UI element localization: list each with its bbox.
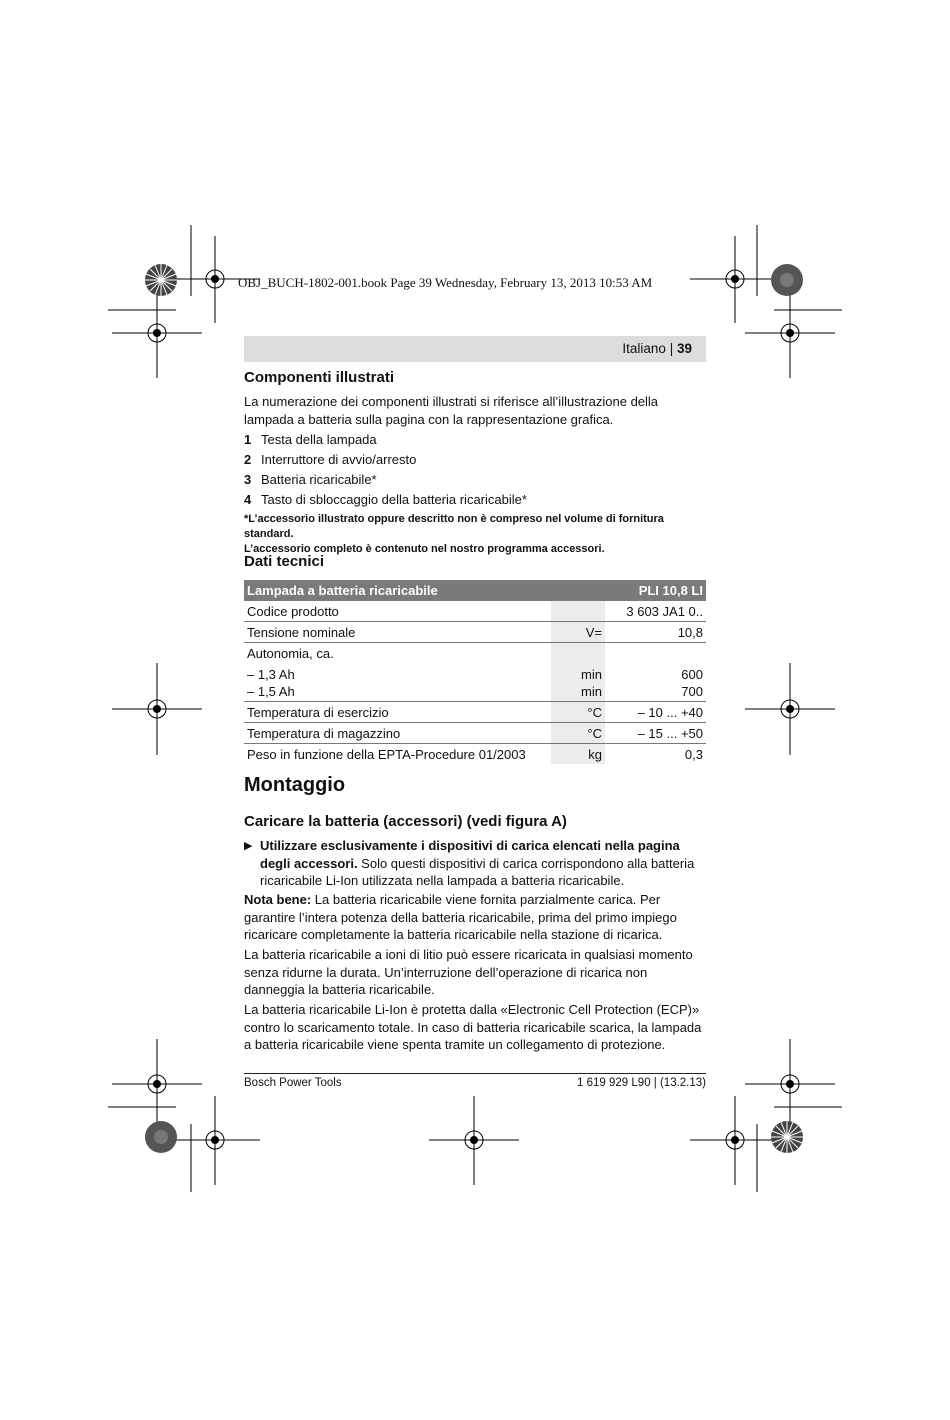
row-value: 10,8	[605, 622, 706, 643]
item-number: 1	[244, 432, 252, 447]
item-number: 2	[244, 452, 252, 467]
charger-instruction-text: Solo questi dispositivi di carica corrispondono alla batteria ricaricabile Li-Ion utilizzata nella lampada a batteria ricaricabile.	[260, 855, 695, 888]
row-unit: V=	[551, 622, 605, 643]
row-label: Codice prodotto	[244, 601, 551, 622]
print-slug: OBJ_BUCH-1802-001.book Page 39 Wednesday, February 13, 2013 10:53 AM	[238, 275, 653, 290]
table-row	[244, 643, 706, 702]
accessory-note-line1: *L’accessorio illustrato oppure descritto non è compreso nel volume di fornitura standard.	[244, 513, 664, 540]
paragraph-ecp: La batteria ricaricabile Li-Ion è protetta dalla «Electronic Cell Protection (ECP)» contro lo scaricamento totale. In caso di batteria ricaricabile scarica, la lampada a batteria ricaricabile viene spenta tramite un collegamento di protezione.	[244, 1002, 702, 1052]
row-unit	[551, 601, 605, 622]
footer-rule	[244, 1073, 706, 1074]
item-number: 4	[244, 492, 252, 507]
row-sublabel: – 1,5 Ah	[247, 684, 295, 699]
section-title-dati: Dati tecnici	[244, 553, 325, 570]
technical-data-table	[244, 580, 706, 764]
footer-brand: Bosch Power Tools	[244, 1077, 342, 1089]
accessory-note-line2: L’accessorio completo è contenuto nel nostro programma accessori.	[244, 543, 605, 555]
footer-code: 1 619 929 L90 | (13.2.13)	[577, 1077, 706, 1089]
language-label: Italiano	[622, 341, 666, 356]
row-unit: °C	[551, 723, 605, 744]
table-header-label: Lampada a batteria ricaricabile	[244, 580, 551, 601]
list-item	[244, 432, 377, 447]
starburst-mark	[145, 264, 177, 296]
accessory-note	[244, 512, 714, 557]
row-label: Temperatura di magazzino	[244, 723, 551, 744]
subsection-title-caricare: Caricare la batteria (accessori) (vedi figura A)	[244, 813, 567, 830]
row-unit: min	[581, 684, 602, 699]
componenti-intro: La numerazione dei componenti illustrati si riferisce all’illustrazione della lampada a batteria sulla pagina con la rappresentazione grafica.	[244, 394, 659, 427]
page-header	[622, 341, 692, 356]
row-label: Peso in funzione della EPTA-Procedure 01/2003	[247, 746, 526, 762]
row-unit: °C	[551, 702, 605, 723]
list-item	[244, 492, 527, 507]
row-value: 0,3	[684, 746, 703, 762]
header-separator: |	[669, 341, 674, 356]
page-number: 39	[676, 341, 692, 356]
list-item	[244, 472, 377, 487]
bullet-arrow-icon: ▶	[244, 840, 253, 852]
item-number: 3	[244, 472, 252, 487]
row-unit: min	[581, 667, 602, 682]
row-value: 700	[681, 684, 703, 699]
item-text: Interruttore di avvio/arresto	[261, 452, 417, 467]
item-text: Testa della lampada	[261, 432, 377, 447]
table-row	[244, 601, 706, 622]
row-value: 3 603 JA1 0..	[605, 601, 706, 622]
section-title-montaggio: Montaggio	[244, 774, 346, 796]
table-row	[244, 622, 706, 643]
table-row	[244, 744, 706, 765]
row-sublabel: – 1,3 Ah	[247, 667, 295, 682]
nota-bene-text: La batteria ricaricabile viene fornita parzialmente carica. Per garantire l’intera potenza della batteria ricaricabile, prima del primo impiego ricaricare completamente la batteria ricaricabile nella stazione di ricarica.	[244, 892, 677, 942]
row-unit: kg	[551, 744, 605, 765]
nota-bene-paragraph	[244, 891, 706, 944]
row-value: – 15 ... +50	[605, 723, 706, 744]
item-text: Batteria ricaricabile*	[261, 472, 377, 487]
paragraph-lithium: La batteria ricaricabile a ioni di litio può essere ricaricata in qualsiasi momento senza ridurne la durata. Un’interruzione dell’operazione di ricarica non danneggia la batteria ricaricabile.	[244, 947, 693, 997]
list-item	[244, 452, 416, 467]
section-title-componenti: Componenti illustrati	[244, 369, 394, 386]
row-label: Temperatura di esercizio	[244, 702, 551, 723]
row-label: Autonomia, ca.	[247, 646, 334, 661]
table-row	[244, 723, 706, 744]
page-header-bar	[244, 336, 706, 362]
nota-bene-label: Nota bene:	[244, 892, 312, 907]
row-label: Tensione nominale	[244, 622, 551, 643]
charger-instruction-bold: Utilizzare esclusivamente i dispositivi di carica elencati nella pagina degli accessori.	[260, 838, 680, 871]
row-value: – 10 ... +40	[605, 702, 706, 723]
charger-instruction	[260, 837, 706, 890]
table-header-value: PLI 10,8 LI	[605, 580, 706, 601]
table-row	[244, 702, 706, 723]
item-text: Tasto di sbloccaggio della batteria ricaricabile*	[261, 492, 527, 507]
table-header-row	[244, 580, 706, 601]
row-value: 600	[681, 667, 703, 682]
